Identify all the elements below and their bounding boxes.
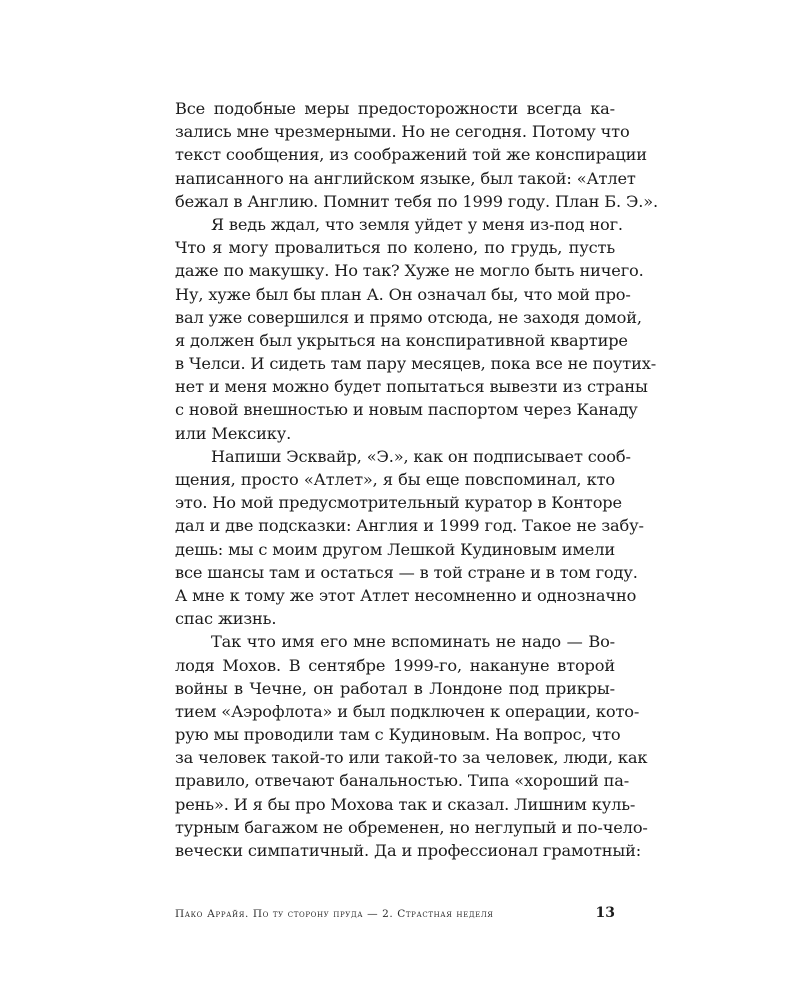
text-line: правило, отвечают банальностью. Типа «хороший па-: [175, 771, 630, 791]
text-line: за человек такой-то или такой-то за человек, люди, как: [175, 748, 648, 768]
text-line: это. Но мой предусмотрительный куратор в Конторе: [175, 493, 622, 513]
text-line: бежал в Англию. Помнит тебя по 1999 году. План Б. Э.».: [175, 191, 658, 211]
text-line: щения, просто «Атлет», я бы еще повспоминал, кто: [175, 470, 615, 489]
page-number: 13: [595, 905, 615, 921]
text-line: А мне к тому же этот Атлет несомненно и однозначно: [175, 585, 637, 605]
text-line: спас жизнь.: [175, 609, 277, 629]
text-line: рую мы проводили там с Кудиновым. На вопрос, что: [175, 725, 621, 745]
body-text: [175, 97, 658, 862]
text-line: тием «Аэрофлота» и был подключен к операции, кото-: [175, 701, 640, 721]
text-line: дал и две подсказки: Англия и 1999 год. Такое не забу-: [175, 516, 644, 536]
text-line: вечески симпатичный. Да и профессионал грамотный:: [175, 841, 642, 860]
text-line: я должен был укрыться на конспиративной квартире: [175, 330, 628, 350]
running-title: Пако Аррайя. По ту сторону пруда — 2. Страстная неделя: [175, 908, 494, 920]
text-line: все шансы там и остаться — в той стране и в том году.: [175, 562, 638, 582]
text-line: написанного на английском языке, был такой: «Атлет: [175, 168, 636, 188]
text-line: нет и меня можно будет попытаться вывезти из страны: [175, 377, 648, 397]
text-line: или Мексику.: [175, 423, 292, 443]
text-line: в Челси. И сидеть там пару месяцев, пока все не поутих-: [175, 354, 657, 374]
text-line: вал уже совершился и прямо отсюда, не заходя домой,: [175, 307, 642, 327]
text-line: турным багажом не обременен, но неглупый и по-чело-: [175, 817, 648, 837]
text-line: Ну, хуже был бы план А. Он означал бы, что мой про-: [175, 284, 631, 304]
text-line: Напиши Эсквайр, «Э.», как он подписывает сооб-: [211, 446, 631, 466]
text-line: текст сообщения, из соображений той же конспирации: [175, 145, 647, 165]
text-line: Все подобные меры предосторожности всегда ка-: [175, 99, 615, 118]
text-line: дешь: мы с моим другом Лешкой Кудиновым имели: [175, 539, 615, 559]
text-line: с новой внешностью и новым паспортом через Канаду: [175, 400, 638, 420]
text-line: рень». И я бы про Мохова так и сказал. Лишним куль-: [175, 794, 636, 814]
page-footer: [175, 906, 615, 926]
text-line: Что я могу провалиться по колено, по грудь, пусть: [175, 238, 615, 258]
text-line: Так что имя его мне вспоминать не надо — Во-: [211, 632, 615, 652]
text-line: даже по макушку. Но так? Хуже не могло быть ничего.: [175, 261, 644, 281]
text-line: Я ведь ждал, что земля уйдет у меня из-под ног.: [211, 214, 623, 234]
text-line: лодя Мохов. В сентябре 1999-го, накануне второй: [175, 655, 615, 675]
text-line: войны в Чечне, он работал в Лондоне под прикры-: [175, 678, 615, 698]
text-line: зались мне чрезмерными. Но не сегодня. Потому что: [175, 122, 630, 142]
